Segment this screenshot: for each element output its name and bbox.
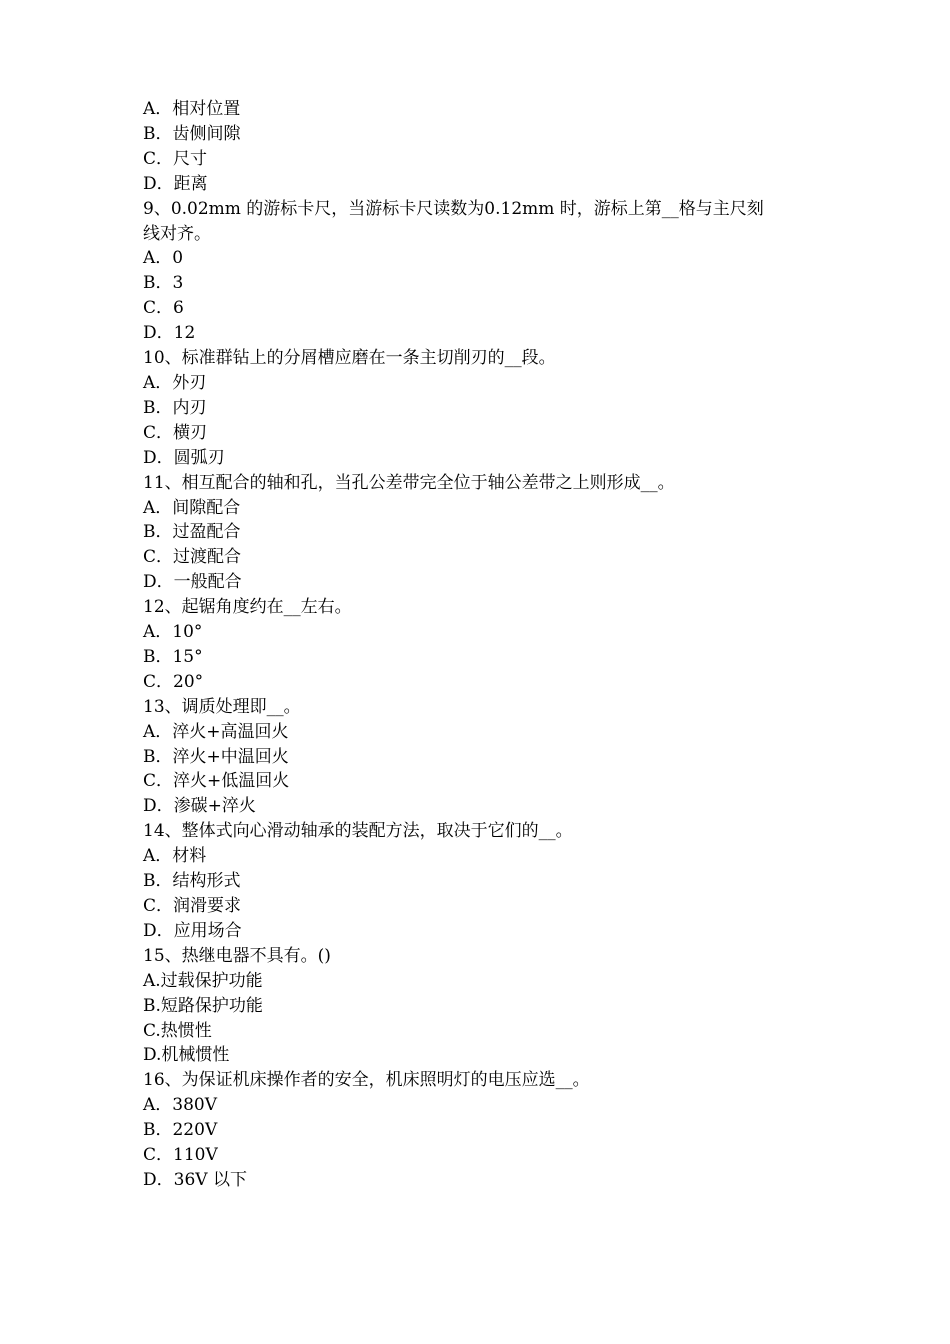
option-d-q9: D．12 xyxy=(143,323,196,344)
question-11: 11、相互配合的轴和孔，当孔公差带完全位于轴公差带之上则形成__。 xyxy=(143,472,675,493)
document-body xyxy=(143,97,813,1193)
question-15: 15、热继电器不具有。() xyxy=(143,945,331,966)
option-b-q16: B．220V xyxy=(143,1120,218,1141)
option-a-q16: A．380V xyxy=(143,1095,218,1116)
option-c-q13: C．淬火+低温回火 xyxy=(143,771,290,792)
option-b-q13: B．淬火+中温回火 xyxy=(143,746,289,767)
option-a-q11: A．间隙配合 xyxy=(143,497,241,518)
option-b-q10: B．内刃 xyxy=(143,397,207,418)
option-c-q11: C．过渡配合 xyxy=(143,547,242,568)
question-9-line-2: 线对齐。 xyxy=(143,223,211,244)
option-c-q9: C．6 xyxy=(143,298,184,319)
option-d-q14: D．应用场合 xyxy=(143,920,242,941)
question-10: 10、标准群钻上的分屑槽应磨在一条主切削刃的__段。 xyxy=(143,348,556,369)
option-c-q14: C．润滑要求 xyxy=(143,896,242,916)
question-16: 16、为保证机床操作者的安全，机床照明灯的电压应选__。 xyxy=(143,1070,590,1091)
option-c-q12: C．20° xyxy=(143,671,204,692)
option-a-q10: A．外刃 xyxy=(143,372,207,393)
option-d-q16: D．36V 以下 xyxy=(143,1169,247,1190)
option-a-q15: A.过载保护功能 xyxy=(143,970,263,991)
question-13: 13、调质处理即__。 xyxy=(143,696,301,717)
option-b-q9: B．3 xyxy=(143,273,184,294)
option-a-q14: A．材料 xyxy=(143,846,207,867)
question-9-line-1: 9、0.02mm 的游标卡尺，当游标卡尺读数为0.12mm 时，游标上第__格与主尺刻 xyxy=(143,198,764,219)
question-12: 12、起锯角度约在__左右。 xyxy=(143,597,352,618)
option-a-q9: A．0 xyxy=(143,248,184,269)
option-d-q10: D．圆弧刃 xyxy=(143,447,225,468)
option-c-q15: C.热惯性 xyxy=(143,1020,212,1041)
option-a-q8: A．相对位置 xyxy=(143,99,241,119)
option-d-q8: D．距离 xyxy=(143,173,208,194)
option-b-q12: B．15° xyxy=(143,646,203,667)
option-a-q13: A．淬火+高温回火 xyxy=(143,721,289,742)
option-b-q14: B．结构形式 xyxy=(143,871,241,892)
option-c-q16: C．110V xyxy=(143,1145,218,1166)
option-b-q11: B．过盈配合 xyxy=(143,522,241,543)
option-d-q15: D.机械惯性 xyxy=(143,1045,230,1066)
option-a-q12: A．10° xyxy=(143,622,203,643)
option-d-q11: D．一般配合 xyxy=(143,572,242,593)
option-c-q10: C．横刃 xyxy=(143,422,208,443)
question-14: 14、整体式向心滑动轴承的装配方法，取决于它们的__。 xyxy=(143,821,573,842)
option-b-q15: B.短路保护功能 xyxy=(143,995,263,1016)
option-c-q8: C．尺寸 xyxy=(143,148,208,169)
option-b-q8: B．齿侧间隙 xyxy=(143,123,241,144)
option-d-q13: D．渗碳+淬火 xyxy=(143,796,256,817)
